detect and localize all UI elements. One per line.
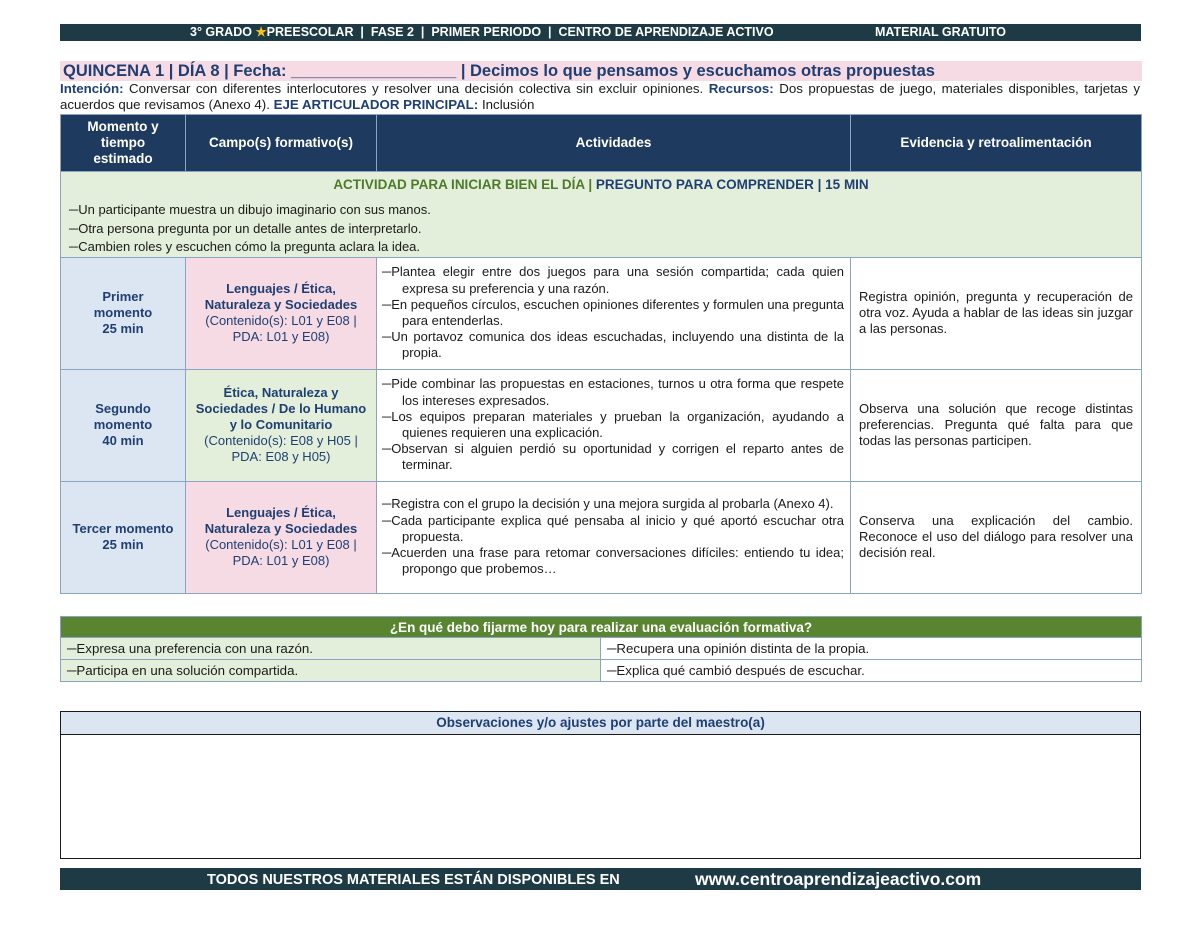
evaluation-item: ─Recupera una opinión distinta de la propia. [601, 638, 1142, 660]
eje-label: EJE ARTICULADOR PRINCIPAL: [273, 96, 479, 112]
start-title-green: ACTIVIDAD PARA INICIAR BIEN EL DÍA | [333, 177, 593, 192]
table-header-row [61, 115, 1142, 172]
campo-contenido: (Contenido(s): L01 y E08 | PDA: L01 y E08) [205, 313, 357, 344]
intencion-text: Conversar con diferentes interlocutores y resolver una decisión colectiva sin excluir opiniones. [129, 81, 704, 96]
footer-link[interactable]: www.centroaprendizajeactivo.com [695, 869, 982, 889]
campo-cell [186, 369, 377, 481]
campo-contenido: (Contenido(s): L01 y E08 | PDA: L01 y E08) [205, 537, 357, 568]
star-icon: ★ [255, 25, 267, 39]
activity-item: ─Plantea elegir entre dos juegos para una sesión compartida; cada quien expresa su preferencia y una razón. [382, 264, 844, 296]
activities-cell [377, 369, 851, 481]
header-campo: Campo(s) formativo(s) [186, 115, 377, 172]
header-momento: Momento y tiempo estimado [61, 115, 186, 172]
activity-item: ─Acuerden una frase para retomar conversaciones difíciles: entiendo tu idea; propongo que probemos… [382, 545, 844, 577]
activity-item: ─Pide combinar las propuestas en estaciones, turnos u otra forma que respete los intereses expresados. [382, 376, 844, 408]
moment-time: 40 min [102, 433, 144, 448]
page-title: QUINCENA 1 | DÍA 8 | Fecha: __________________ | Decimos lo que pensamos y escuchamos otras propuestas [60, 61, 1142, 81]
table-row [61, 369, 1142, 481]
campo-cell [186, 481, 377, 593]
header-actividades: Actividades [377, 115, 851, 172]
top-banner-info: 3° GRADO ★PREESCOLAR | FASE 2 | PRIMER PERIODO | CENTRO DE APRENDIZAJE ACTIVO [190, 25, 774, 39]
activity-item: ─Un portavoz comunica dos ideas escuchadas, incluyendo una distinta de la propia. [382, 329, 844, 361]
level-label: PREESCOLAR [266, 25, 354, 39]
activity-item: ─Cada participante explica qué pensaba al inicio y qué aportó escuchar otra propuesta. [382, 512, 844, 544]
activity-item: ─Observan si alguien perdió su oportunidad y corrigen el reparto antes de terminar. [382, 441, 844, 473]
campo-name: Ética, Naturaleza y Sociedades / De lo Humano y lo Comunitario [195, 385, 367, 432]
evidence-cell: Conserva una explicación del cambio. Reconoce el uso del diálogo para resolver una decisión real. [851, 481, 1142, 593]
evidence-cell: Registra opinión, pregunta y recuperación de otra voz. Ayuda a hablar de las ideas sin juzgar a las personas. [851, 257, 1142, 369]
observations-area[interactable] [61, 735, 1140, 855]
start-activity-row [61, 172, 1142, 258]
recursos-label: Recursos: [708, 81, 774, 96]
recursos-text: Dos propuestas de juego, materiales disponibles, tarjetas y acuerdos que revisamos (Anexo 4). [60, 81, 1140, 112]
moment-name: Tercer momento [72, 521, 174, 536]
intro-paragraph [60, 81, 1140, 112]
moment-name: Primer momento [93, 289, 153, 320]
eje-text: Inclusión [481, 96, 535, 112]
evidence-cell: Observa una solución que recoge distintas preferencias. Pregunta qué falta para que todas las personas participen. [851, 369, 1142, 481]
start-line: ─Un participante muestra un dibujo imaginario con sus manos. [69, 202, 431, 217]
start-activity-cell [61, 172, 1142, 258]
top-banner [60, 24, 1141, 41]
table-row [61, 257, 1142, 369]
moment-name: Segundo momento [93, 401, 153, 432]
campo-cell [186, 257, 377, 369]
start-activity-title [69, 177, 1133, 192]
moment-time: 25 min [102, 321, 144, 336]
evaluation-table [60, 616, 1142, 682]
evaluation-item: ─Expresa una preferencia con una razón. [61, 638, 601, 660]
material-label: MATERIAL GRATUITO [875, 25, 1007, 39]
footer-text: TODOS NUESTROS MATERIALES ESTÁN DISPONIBLES EN [207, 872, 620, 888]
evaluation-item: ─Participa en una solución compartida. [61, 660, 601, 682]
moment-cell [61, 257, 186, 369]
campo-name: Lenguajes / Ética, Naturaleza y Sociedades [204, 505, 358, 536]
moment-cell [61, 369, 186, 481]
activity-item: ─Los equipos preparan materiales y prueban la organización, ayudando a quienes requieren una explicación. [382, 408, 844, 440]
periodo-label: PRIMER PERIODO [431, 25, 542, 39]
campo-name: Lenguajes / Ética, Naturaleza y Sociedades [204, 281, 358, 312]
centro-label: CENTRO DE APRENDIZAJE ACTIVO [558, 25, 774, 39]
table-row [61, 481, 1142, 593]
moment-cell [61, 481, 186, 593]
campo-contenido: (Contenido(s): E08 y H05 | PDA: E08 y H05) [204, 433, 358, 464]
activities-cell [377, 257, 851, 369]
moment-time: 25 min [102, 537, 144, 552]
header-evidencia: Evidencia y retroalimentación [851, 115, 1142, 172]
fase-label: FASE 2 [370, 25, 414, 39]
activity-item: ─En pequeños círculos, escuchen opiniones diferentes y formulen una pregunta para entenderlas. [382, 296, 844, 328]
grade-label: 3° GRADO [190, 25, 252, 39]
intencion-label: Intención: [60, 81, 124, 96]
start-title-blue: PREGUNTO PARA COMPRENDER | 15 MIN [595, 177, 869, 192]
start-line: ─Otra persona pregunta por un detalle antes de interpretarlo. [69, 220, 422, 236]
evaluation-title: ¿En qué debo fijarme hoy para realizar una evaluación formativa? [61, 617, 1142, 638]
footer-banner [60, 868, 1141, 890]
lesson-plan-table [60, 114, 1142, 594]
observations-title: Observaciones y/o ajustes por parte del maestro(a) [61, 712, 1140, 735]
activities-cell [377, 481, 851, 593]
activity-item: ─Registra con el grupo la decisión y una mejora surgida al probarla (Anexo 4). [382, 496, 834, 512]
start-line: ─Cambien roles y escuchen cómo la pregunta aclara la idea. [69, 239, 421, 254]
evaluation-item: ─Explica qué cambió después de escuchar. [601, 660, 1142, 682]
observations-box [60, 711, 1141, 859]
